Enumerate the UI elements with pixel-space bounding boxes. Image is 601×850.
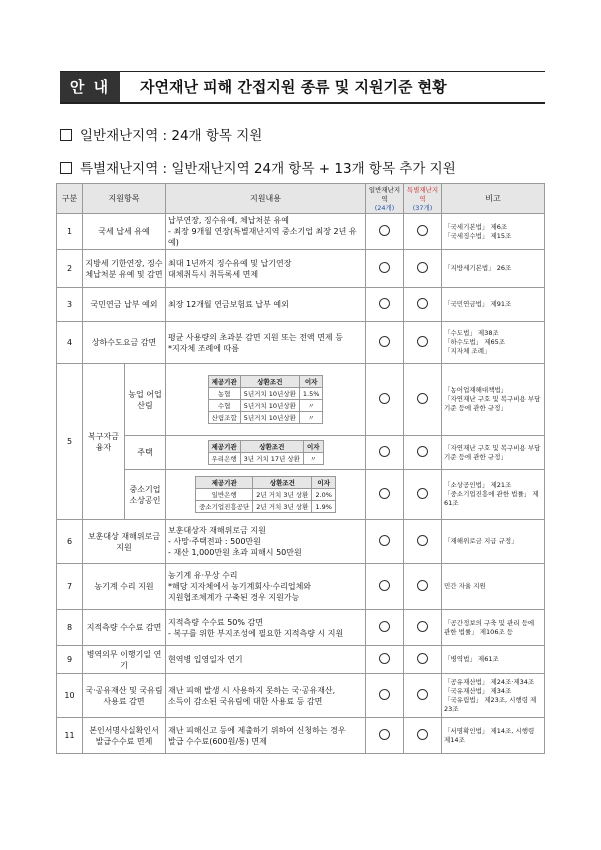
loan-terms-table bbox=[208, 375, 324, 424]
loan-terms-header: 이자 bbox=[303, 441, 323, 453]
general-mark bbox=[366, 214, 404, 250]
remark-line: 「중소기업진흥에 관한 법률」 제61조 bbox=[444, 490, 539, 507]
table-row bbox=[57, 288, 545, 322]
loan-terms-row bbox=[208, 388, 323, 400]
loan-terms-row bbox=[208, 453, 323, 465]
loan-terms-cell: 5년거치 10년상환 bbox=[240, 388, 299, 400]
content-line: 최대 1년까지 징수유예 및 납기연장 bbox=[168, 258, 292, 268]
loan-terms-cell: 2년 거치 3년 상환 bbox=[253, 489, 312, 501]
header-item: 지원항목 bbox=[83, 184, 166, 214]
row-remark bbox=[442, 364, 545, 436]
loan-terms-table bbox=[195, 476, 336, 513]
support-table bbox=[56, 183, 545, 754]
loan-terms-header: 상환조건 bbox=[253, 477, 312, 489]
loan-terms-cell: 수협 bbox=[208, 400, 240, 412]
content-line: - 사망·주택전파 : 500만원 bbox=[168, 537, 261, 546]
checkbox-icon bbox=[60, 162, 72, 174]
header-no: 구분 bbox=[57, 184, 83, 214]
row-content bbox=[166, 364, 366, 436]
circle-mark-icon bbox=[417, 262, 428, 273]
table-row bbox=[57, 436, 545, 470]
circle-mark-icon bbox=[417, 535, 428, 546]
row-remark bbox=[442, 520, 545, 564]
row-remark bbox=[442, 646, 545, 674]
special-mark bbox=[404, 364, 442, 436]
circle-mark-icon bbox=[417, 653, 428, 664]
row-content bbox=[166, 674, 366, 718]
row-item: 지방세 기한연장, 징수체납처분 유예 및 감면 bbox=[83, 250, 166, 288]
loan-terms-row bbox=[208, 412, 323, 424]
table-row bbox=[57, 322, 545, 364]
loan-terms-header: 제공기관 bbox=[208, 441, 240, 453]
loan-terms-cell: 2년 거치 3년 상환 bbox=[253, 501, 312, 513]
page-header bbox=[60, 71, 545, 104]
loan-terms-cell: 1.9% bbox=[312, 501, 336, 513]
remark-line: 「지방세기본법」 26조 bbox=[444, 264, 512, 272]
row-remark bbox=[442, 564, 545, 610]
circle-mark-icon bbox=[379, 535, 390, 546]
content-line: 최장 12개월 연금보험료 납부 예외 bbox=[168, 300, 289, 309]
checkbox-icon bbox=[60, 129, 72, 141]
remark-line: 「국세기본법」 제6조 bbox=[444, 222, 508, 231]
row-no: 10 bbox=[57, 674, 83, 718]
content-line: 보훈대상자 재해위로금 지원 bbox=[168, 526, 266, 535]
row-content bbox=[166, 436, 366, 470]
loan-terms-header: 상환조건 bbox=[240, 441, 303, 453]
circle-mark-icon bbox=[417, 689, 428, 700]
content-line: 발급 수수료(600원/통) 면제 bbox=[168, 736, 267, 746]
loan-terms-row bbox=[196, 489, 336, 501]
remark-line: 「국유림법」 제23조, 시행령 제23조 bbox=[444, 695, 537, 713]
loan-terms-header: 이자 bbox=[312, 477, 336, 489]
remark-line: 「서명확인법」 제14조, 시행령 제14조 bbox=[444, 726, 535, 744]
row-no: 2 bbox=[57, 250, 83, 288]
row-content bbox=[166, 610, 366, 646]
table-row bbox=[57, 718, 545, 754]
general-mark bbox=[366, 322, 404, 364]
circle-mark-icon bbox=[379, 298, 390, 309]
row-content bbox=[166, 520, 366, 564]
circle-mark-icon bbox=[379, 488, 390, 499]
loan-terms-cell: 〃 bbox=[299, 400, 323, 412]
row-remark bbox=[442, 250, 545, 288]
row-remark bbox=[442, 214, 545, 250]
remark-line: 「재해위로금 지급 규정」 bbox=[444, 537, 518, 545]
header-general bbox=[366, 184, 404, 214]
special-mark bbox=[404, 436, 442, 470]
loan-terms-cell: 농협 bbox=[208, 388, 240, 400]
row-content bbox=[166, 288, 366, 322]
row-item: 국·공유재산 및 국유림 사용료 감면 bbox=[83, 674, 166, 718]
table-row bbox=[57, 214, 545, 250]
content-line: 대체취득시 취득록세 면제 bbox=[168, 269, 259, 279]
remark-line: 「국민연금법」 제91조 bbox=[444, 300, 512, 308]
general-mark bbox=[366, 674, 404, 718]
remark-line: 「자연재난 구호 및 복구비용 부담기준 등에 관한 규정」 bbox=[444, 443, 541, 461]
loan-terms-cell: 중소기업진흥공단 bbox=[196, 501, 253, 513]
row-item: 본인서명사실확인서 발급수수료 면제 bbox=[83, 718, 166, 754]
special-mark bbox=[404, 470, 442, 520]
content-line: 재난 피해 발생 시 사용하지 못하는 국·공유재산, bbox=[168, 685, 336, 695]
content-line: 현역병 입영일자 연기 bbox=[168, 655, 243, 664]
loan-terms-cell: 산림조합 bbox=[208, 412, 240, 424]
row-remark bbox=[442, 674, 545, 718]
remark-line: 「국유재산법」 제34조 bbox=[444, 686, 512, 695]
remark-line: 「국세징수법」 제15조 bbox=[444, 231, 512, 240]
special-mark bbox=[404, 322, 442, 364]
content-line: - 재산 1,000만원 초과 피해시 50만원 bbox=[168, 548, 302, 557]
general-mark bbox=[366, 520, 404, 564]
row-no: 6 bbox=[57, 520, 83, 564]
loan-terms-cell: 우리은행 bbox=[208, 453, 240, 465]
general-mark bbox=[366, 364, 404, 436]
row-content bbox=[166, 564, 366, 610]
general-mark bbox=[366, 250, 404, 288]
general-mark bbox=[366, 646, 404, 674]
header-special-count: (37개) bbox=[412, 204, 433, 212]
content-line: 지원협조체계가 구축된 경우 지원가능 bbox=[168, 593, 300, 602]
loan-terms-cell: 5년거치 10년상환 bbox=[240, 400, 299, 412]
circle-mark-icon bbox=[417, 580, 428, 591]
row-remark bbox=[442, 288, 545, 322]
loan-terms-row bbox=[208, 400, 323, 412]
remark-line: 「공유재산법」 제24조·제34조 bbox=[444, 677, 535, 686]
content-line: - 최장 9개월 연장(특별재난지역 중소기업 최장 2년 유예) bbox=[168, 227, 357, 247]
table-row bbox=[57, 520, 545, 564]
remark-line: 「공간정보의 구축 및 관리 등에 관한 법률」 제106조 등 bbox=[444, 618, 535, 636]
loan-terms-cell: 2.0% bbox=[312, 489, 336, 501]
special-mark bbox=[404, 610, 442, 646]
loan-terms-cell: 〃 bbox=[299, 412, 323, 424]
circle-mark-icon bbox=[417, 621, 428, 632]
special-area-text: 특별재난지역 : 일반재난지역 24개 항목 + 13개 항목 추가 지원 bbox=[80, 161, 456, 177]
remark-line: 「하수도법」 제65조 bbox=[444, 338, 506, 346]
circle-mark-icon bbox=[417, 298, 428, 309]
content-line: - 복구를 위한 부지조성에 필요한 지적측량 시 지원 bbox=[168, 628, 344, 638]
header-special bbox=[404, 184, 442, 214]
general-mark bbox=[366, 718, 404, 754]
content-line: 재난 피해신고 등에 제출하기 위하여 신청하는 경우 bbox=[168, 725, 346, 735]
circle-mark-icon bbox=[417, 225, 428, 236]
row-no: 5 bbox=[57, 364, 83, 520]
general-mark bbox=[366, 564, 404, 610]
row-item: 복구자금 융자 bbox=[83, 364, 125, 520]
circle-mark-icon bbox=[379, 393, 390, 404]
loan-terms-header: 이자 bbox=[299, 376, 323, 388]
circle-mark-icon bbox=[417, 336, 428, 347]
content-line: 농기계 유·무상 수리 bbox=[168, 571, 238, 580]
circle-mark-icon bbox=[379, 729, 390, 740]
content-line: *해당 지자체에서 농기계회사·수리업체와 bbox=[168, 582, 312, 591]
loan-terms-cell: 일반은행 bbox=[196, 489, 253, 501]
general-mark bbox=[366, 470, 404, 520]
row-sub-item: 중소기업 소상공인 bbox=[125, 470, 166, 520]
special-mark bbox=[404, 718, 442, 754]
circle-mark-icon bbox=[379, 446, 390, 457]
row-no: 3 bbox=[57, 288, 83, 322]
table-row bbox=[57, 674, 545, 718]
row-item: 국세 납세 유예 bbox=[83, 214, 166, 250]
circle-mark-icon bbox=[379, 689, 390, 700]
row-item: 보훈대상 재해위로금 지원 bbox=[83, 520, 166, 564]
row-sub-item: 농업 어업 산림 bbox=[125, 364, 166, 436]
remark-line: 「자연재난 구호 및 복구비용 부담기준 등에 관한 규정」 bbox=[444, 395, 541, 412]
circle-mark-icon bbox=[417, 729, 428, 740]
circle-mark-icon bbox=[417, 393, 428, 404]
special-mark bbox=[404, 214, 442, 250]
general-mark bbox=[366, 436, 404, 470]
row-no: 8 bbox=[57, 610, 83, 646]
row-no: 4 bbox=[57, 322, 83, 364]
remark-line: 민간 자율 지원 bbox=[444, 582, 486, 590]
general-mark bbox=[366, 610, 404, 646]
row-remark bbox=[442, 436, 545, 470]
special-mark bbox=[404, 288, 442, 322]
circle-mark-icon bbox=[379, 262, 390, 273]
circle-mark-icon bbox=[417, 446, 428, 457]
header-content: 지원내용 bbox=[166, 184, 366, 214]
header-general-count: (24개) bbox=[374, 204, 395, 212]
row-no: 9 bbox=[57, 646, 83, 674]
circle-mark-icon bbox=[379, 653, 390, 664]
content-line: 지적측량 수수료 50% 감면 bbox=[168, 617, 263, 627]
row-content bbox=[166, 250, 366, 288]
loan-terms-cell: 5년거치 10년상환 bbox=[240, 412, 299, 424]
row-item: 병역의무 이행기일 연기 bbox=[83, 646, 166, 674]
special-mark bbox=[404, 250, 442, 288]
row-item: 상하수도요금 감면 bbox=[83, 322, 166, 364]
row-content bbox=[166, 718, 366, 754]
circle-mark-icon bbox=[379, 621, 390, 632]
header-special-label: 특별재난지역 bbox=[406, 186, 439, 203]
loan-terms-table bbox=[208, 440, 324, 465]
row-sub-item: 주택 bbox=[125, 436, 166, 470]
special-mark bbox=[404, 520, 442, 564]
special-area-line bbox=[60, 157, 456, 177]
special-mark bbox=[404, 674, 442, 718]
content-line: 평균 사용량의 초과분 감면 지원 또는 전액 면제 등 bbox=[168, 332, 343, 342]
general-area-line bbox=[60, 124, 262, 144]
table-row bbox=[57, 564, 545, 610]
loan-terms-row bbox=[196, 501, 336, 513]
row-remark bbox=[442, 470, 545, 520]
circle-mark-icon bbox=[417, 488, 428, 499]
header-remark: 비고 bbox=[442, 184, 545, 214]
remark-line: 「병역법」 제61조 bbox=[444, 655, 499, 663]
row-content bbox=[166, 322, 366, 364]
row-no: 11 bbox=[57, 718, 83, 754]
remark-line: 「농어업재해대책법」 bbox=[444, 386, 508, 394]
remark-line: 「지자체 조례」 bbox=[444, 347, 491, 355]
row-remark bbox=[442, 610, 545, 646]
special-mark bbox=[404, 564, 442, 610]
page-title: 자연재난 피해 간접지원 종류 및 지원기준 현황 bbox=[140, 78, 447, 96]
row-no: 1 bbox=[57, 214, 83, 250]
table-row bbox=[57, 364, 545, 436]
row-item: 지적측량 수수료 감면 bbox=[83, 610, 166, 646]
content-line: 소득이 감소된 국유림에 대한 사용료 등 감면 bbox=[168, 696, 323, 706]
row-remark bbox=[442, 322, 545, 364]
loan-terms-header: 제공기관 bbox=[196, 477, 253, 489]
content-line: *지자체 조례에 따름 bbox=[168, 343, 239, 353]
loan-terms-cell: 〃 bbox=[303, 453, 323, 465]
row-remark bbox=[442, 718, 545, 754]
loan-terms-cell: 1.5% bbox=[299, 388, 323, 400]
circle-mark-icon bbox=[379, 336, 390, 347]
loan-terms-header: 제공기관 bbox=[208, 376, 240, 388]
row-item: 농기계 수리 지원 bbox=[83, 564, 166, 610]
notice-badge: 안 내 bbox=[60, 72, 120, 102]
table-header-row bbox=[57, 184, 545, 214]
general-area-text: 일반재난지역 : 24개 항목 지원 bbox=[80, 128, 263, 144]
table-row bbox=[57, 250, 545, 288]
row-item: 국민연금 납부 예외 bbox=[83, 288, 166, 322]
row-content bbox=[166, 214, 366, 250]
special-mark bbox=[404, 646, 442, 674]
loan-terms-header: 상환조건 bbox=[240, 376, 299, 388]
row-content bbox=[166, 646, 366, 674]
general-mark bbox=[366, 288, 404, 322]
content-line: 납부연장, 징수유예, 체납처분 유예 bbox=[168, 216, 289, 225]
row-content bbox=[166, 470, 366, 520]
table-row bbox=[57, 470, 545, 520]
remark-line: 「소상공인법」 제21조 bbox=[444, 481, 512, 489]
remark-line: 「수도법」 제38조 bbox=[444, 329, 499, 337]
row-no: 7 bbox=[57, 564, 83, 610]
circle-mark-icon bbox=[379, 580, 390, 591]
table-row bbox=[57, 610, 545, 646]
loan-terms-cell: 3년 거치 17년 상환 bbox=[240, 453, 303, 465]
table-row bbox=[57, 646, 545, 674]
header-general-label: 일반재난지역 bbox=[368, 186, 401, 203]
circle-mark-icon bbox=[379, 225, 390, 236]
